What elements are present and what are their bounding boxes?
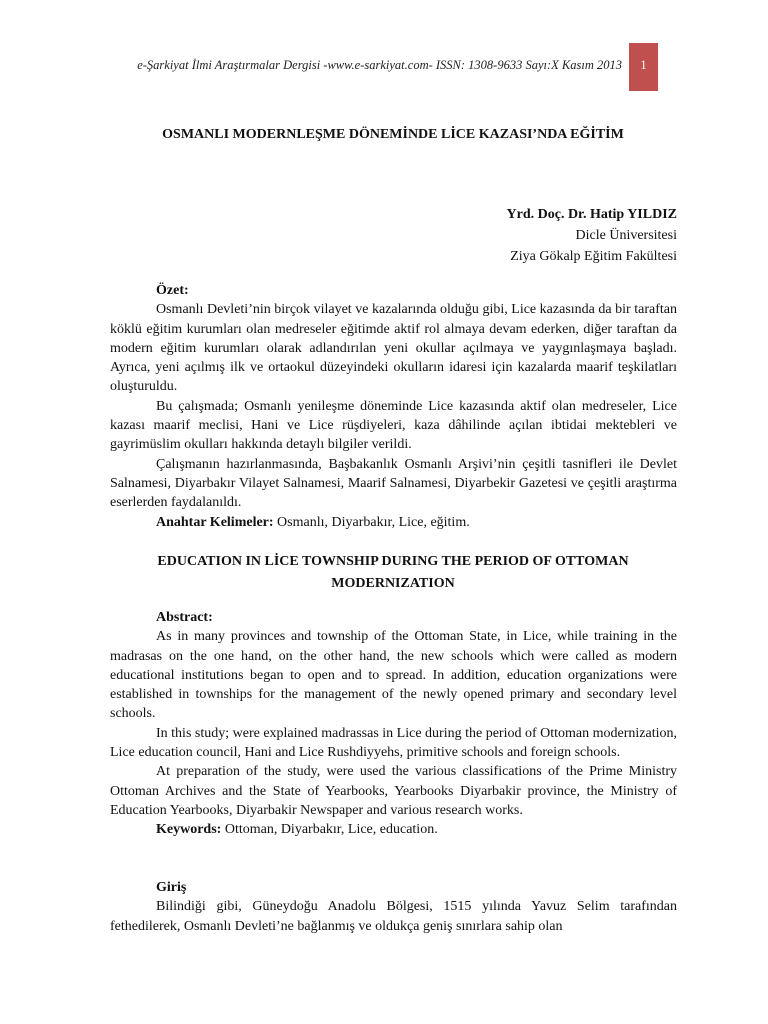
journal-header: e-Şarkiyat İlmi Araştırmalar Dergisi -www.e-sarkiyat.com- ISSN: 1308-9633 Sayı:X Kasım 2013	[137, 58, 622, 72]
giris-heading: Giriş	[156, 880, 187, 895]
abstract-keywords-label: Keywords:	[156, 822, 222, 838]
page-number: 1	[640, 57, 647, 72]
author-name: Yrd. Doç. Dr. Hatip YILDIZ	[506, 207, 677, 222]
ozet-keywords-text: Osmanlı, Diyarbakır, Lice, eğitim.	[273, 514, 470, 530]
page-number-badge	[629, 43, 658, 91]
giris-paragraph: Bilindiği gibi, Güneydoğu Anadolu Bölgesi, 1515 yılında Yavuz Selim tarafından fethedilerek, Osmanlı Devleti’ne bağlanmış ve oldukça geniş sınırlara sahip olan	[110, 899, 677, 934]
giris-section	[110, 878, 677, 936]
author-university: Dicle Üniversitesi	[575, 228, 677, 243]
abstract-section	[110, 608, 677, 840]
ozet-heading: Özet:	[156, 283, 189, 298]
abstract-paragraph: As in many provinces and township of the Ottoman State, in Lice, while training in the madrasas on the one hand, on the other hand, the new schools which were called as modern educational institutions began to open and to spread. In addition, education organizations were established in townships for the management of the newly opened primary and secondary level schools.	[110, 629, 677, 722]
ozet-paragraph: Çalışmanın hazırlanmasında, Başbakanlık Osmanlı Arşivi’nin çeşitli tasnifleri ile Devlet Salnamesi, Diyarbakır Vilayet Salnamesi, Maarif Salnamesi, Diyarbekir Gazetesi ve çeşitli araştırma eserlerden faydalanıldı.	[110, 456, 677, 511]
author-faculty: Ziya Gökalp Eğitim Fakültesi	[510, 249, 677, 264]
abstract-paragraph: At preparation of the study, were used the various classifications of the Prime Ministry Ottoman Archives and the State of Yearbooks, Yearbooks Diyarbakir province, the Ministry of Education Yearbooks, Diyarbakir Newspaper and various research works.	[110, 764, 677, 818]
ozet-section	[110, 281, 677, 532]
abstract-keywords-text: Ottoman, Diyarbakır, Lice, education.	[221, 822, 438, 838]
title-turkish: OSMANLI MODERNLEŞME DÖNEMİNDE LİCE KAZASI’NDA EĞİTİM	[162, 127, 624, 142]
title-english: EDUCATION IN LİCE TOWNSHIP DURING THE PERIOD OF OTTOMAN MODERNIZATION	[157, 554, 629, 591]
ozet-paragraph: Osmanlı Devleti’nin birçok vilayet ve kazalarında olduğu gibi, Lice kazasında da bir taraftan köklü eğitim kurumları olan medreseler eğitimde aktif rol almaya devam ederken, diğer taraftan da modern eğitim kurumları olarak adlandırılan yeni okullar açılmaya ve yaygınlaşmaya başladı. Ayrıca, yeni açılmış ilk ve ortaokul düzeyindeki okulların idaresi için kazalarda maarif teşkilatları oluşturuldu.	[110, 302, 677, 395]
abstract-paragraph: In this study; were explained madrassas in Lice during the period of Ottoman modernization, Lice education council, Hani and Lice Rushdiyyehs, primitive schools and foreign schools.	[110, 725, 677, 761]
abstract-heading: Abstract:	[156, 610, 213, 625]
author-block	[380, 204, 677, 267]
ozet-paragraph: Bu çalışmada; Osmanlı yenileşme döneminde Lice kazasında aktif olan medreseler, Lice kazası maarif meclisi, Hani ve Lice rüşdiyeleri, kaza dâhilinde açılan ibtidai mektebleri ve gayrimüslim okulları hakkında detaylı bilgiler verildi.	[110, 398, 677, 453]
ozet-keywords	[110, 513, 677, 532]
ozet-keywords-label: Anahtar Kelimeler:	[156, 514, 274, 530]
abstract-keywords	[110, 820, 677, 839]
